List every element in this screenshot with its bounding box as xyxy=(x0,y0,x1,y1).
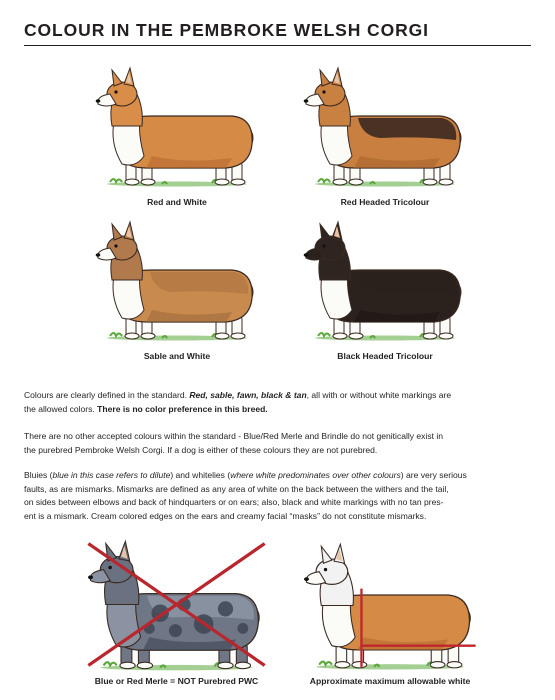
paw xyxy=(333,179,347,185)
eye xyxy=(324,568,327,571)
ear-left xyxy=(320,70,330,86)
paw xyxy=(335,662,350,668)
paragraph-text: ) and whitelies ( xyxy=(170,470,231,480)
paw xyxy=(439,333,453,339)
paw xyxy=(439,179,453,185)
paragraph-text: ent is a mismark. Cream colored edges on the ears and creamy facial “masks” do not constitute mismarks. xyxy=(24,510,427,521)
no-preference-emphasis: There is no color preference in this breed. xyxy=(97,403,268,414)
eye xyxy=(322,90,325,93)
paw xyxy=(137,662,152,669)
paragraph-text: the purebred Pembroke Welsh Corgi. If a dog is either of these colours they are not purebred. xyxy=(24,444,378,455)
paw xyxy=(215,333,229,339)
nose xyxy=(96,253,101,257)
caption-red-tricolour: Red Headed Tricolour xyxy=(340,197,430,207)
merle-patch xyxy=(218,601,233,616)
paragraph-italic: blue in this case refers to dilute xyxy=(52,470,171,480)
paw xyxy=(218,662,233,669)
ear-left xyxy=(112,224,122,240)
corgi-black-tricolour-figure xyxy=(300,218,470,348)
paw xyxy=(125,333,139,339)
paragraph-text: faults, as are mismarks. Mismarks are defined as any area of white on the back between the withers and the tail, xyxy=(24,483,449,494)
corgi-red-white-figure xyxy=(92,64,262,194)
chest xyxy=(113,120,144,165)
corgi-max-white-figure xyxy=(300,540,480,670)
title-rule xyxy=(24,45,531,46)
paragraph-text: , all with or without white markings are xyxy=(306,390,452,400)
paw xyxy=(423,179,437,185)
paw xyxy=(231,179,245,185)
nose xyxy=(304,577,309,581)
allowed-colours-emphasis: Red, sable, fawn, black & tan xyxy=(189,390,307,400)
paw xyxy=(333,333,347,339)
paragraph-text: Bluies ( xyxy=(24,470,53,480)
caption-max-white: Approximate maximum allowable white xyxy=(309,676,471,686)
paw xyxy=(235,662,250,669)
caption-red-white: Red and White xyxy=(147,197,207,207)
chest xyxy=(321,274,352,319)
chest xyxy=(322,599,355,647)
eye xyxy=(322,244,325,247)
page-title: COLOUR IN THE PEMBROKE WELSH CORGI xyxy=(24,20,429,40)
paw xyxy=(125,179,139,185)
paw xyxy=(215,179,229,185)
paw xyxy=(349,333,363,339)
paragraph-text: the allowed colors. xyxy=(24,403,98,414)
paragraph-not-accepted xyxy=(24,430,536,457)
nose xyxy=(88,575,93,579)
paragraph-text: Colours are clearly defined in the standard. xyxy=(24,390,190,400)
corgi-sable-white-figure xyxy=(92,218,262,348)
paw xyxy=(349,179,363,185)
paw xyxy=(141,179,155,185)
paragraph-italic: where white predominates over other colours xyxy=(230,470,401,480)
ear-left xyxy=(112,70,122,86)
eye xyxy=(114,244,117,247)
paw xyxy=(423,333,437,339)
paragraph-text: ) are very serious xyxy=(400,470,467,480)
paw xyxy=(352,662,367,668)
merle-patch xyxy=(169,624,182,637)
nose xyxy=(304,253,309,257)
ear-left xyxy=(321,546,332,563)
caption-black-tricolour: Black Headed Tricolour xyxy=(337,351,433,361)
chest xyxy=(113,274,144,319)
corgi-red-tricolour-figure xyxy=(300,64,470,194)
paragraph-faults-mismarks xyxy=(24,469,536,523)
paw xyxy=(447,662,462,668)
paragraph-text: There are no other accepted colours within the standard - Blue/Red Merle and Brindle do not genitically exist in xyxy=(24,431,444,441)
chest xyxy=(321,120,352,165)
eye xyxy=(108,566,111,569)
paw xyxy=(430,662,445,668)
caption-sable-white: Sable and White xyxy=(143,351,211,361)
eye xyxy=(114,90,117,93)
caption-merle: Blue or Red Merle = NOT Purebred PWC xyxy=(94,676,259,686)
nose xyxy=(96,99,101,103)
paragraph-allowed-colours xyxy=(24,389,536,416)
paw xyxy=(120,662,135,669)
paw xyxy=(231,333,245,339)
corgi-merle-figure xyxy=(84,537,269,672)
nose xyxy=(304,99,309,103)
merle-patch xyxy=(237,623,248,634)
paw xyxy=(141,333,155,339)
ear-left xyxy=(320,224,330,240)
paragraph-text: on sides between elbows and back of hindquarters or on ears; also, black and white markings with no tan pres- xyxy=(24,497,444,508)
